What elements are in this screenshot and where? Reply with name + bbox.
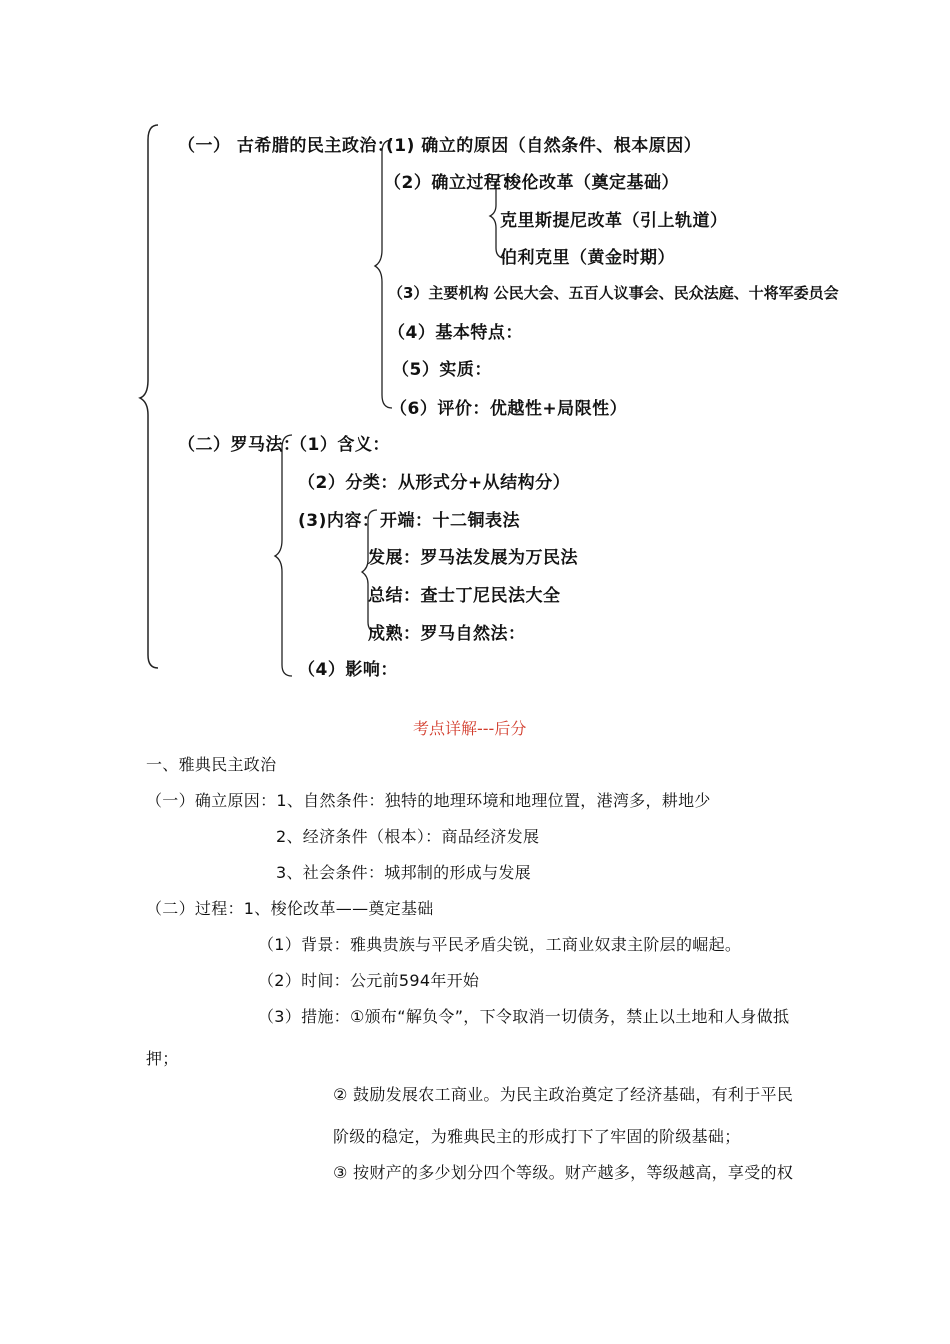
body-line: （二）过程：1、梭伦改革——奠定基础 <box>146 899 434 918</box>
body-line: （2）时间：公元前594年开始 <box>258 971 480 990</box>
body-line: （1）背景：雅典贵族与平民矛盾尖锐，工商业奴隶主阶层的崛起。 <box>258 935 742 954</box>
part1-item6: （6）评价：优越性+局限性） <box>390 399 628 419</box>
process-sub3: 伯利克里（黄金时期） <box>500 248 675 268</box>
part1-heading: （一） 古希腊的民主政治： <box>178 136 395 156</box>
body-line: 押； <box>146 1049 179 1068</box>
part2-brace <box>275 435 292 676</box>
content-sub1: 开端：十二铜表法 <box>380 511 520 531</box>
part2-heading: （二）罗马法： <box>178 435 301 455</box>
body-line: （3）措施：①颁布“解负令”，下令取消一切债务，禁止以土地和人身做抵 <box>258 1007 790 1026</box>
part1-item3: （3）主要机构 公民大会、五百人议事会、民众法庭、十将军委员会 <box>388 284 839 302</box>
body-line: 阶级的稳定，为雅典民主的形成打下了牢固的阶级基础； <box>333 1127 741 1146</box>
body-line: 3、社会条件：城邦制的形成与发展 <box>276 863 531 882</box>
part2-item1: （1）含义： <box>290 435 390 455</box>
part1-item1: (1) 确立的原因（自然条件、根本原因） <box>386 136 702 156</box>
section-title: 考点详解---后分 <box>413 719 527 738</box>
body-line: 2、经济条件（根本）：商品经济发展 <box>276 827 540 846</box>
body-line: （一）确立原因：1、自然条件：独特的地理环境和地理位置，港湾多，耕地少 <box>146 791 711 810</box>
process-sub1: 梭伦改革（奠定基础） <box>504 173 679 193</box>
part2-item3: (3)内容： <box>298 511 380 531</box>
process-sub2: 克里斯提尼改革（引上轨道） <box>500 211 728 231</box>
part1-item4: （4）基本特点： <box>388 323 523 343</box>
part2-item2: （2）分类：从形式分+从结构分） <box>298 473 571 493</box>
body-line: ② 鼓励发展农工商业。为民主政治奠定了经济基础，有利于平民 <box>333 1085 794 1104</box>
body-line: ③ 按财产的多少划分四个等级。财产越多，等级越高，享受的权 <box>333 1163 794 1182</box>
heading-athens: 一、雅典民主政治 <box>146 755 277 774</box>
part1-item5: （5）实质： <box>392 360 492 380</box>
part1-item2: （2）确立过程： <box>384 173 519 193</box>
content-sub4: 成熟：罗马自然法： <box>368 624 526 644</box>
outer-brace <box>140 125 158 668</box>
content-sub2: 发展：罗马法发展为万民法 <box>368 548 578 568</box>
part2-item4: （4）影响： <box>298 660 398 680</box>
content-sub3: 总结：查士丁尼民法大全 <box>368 586 561 606</box>
